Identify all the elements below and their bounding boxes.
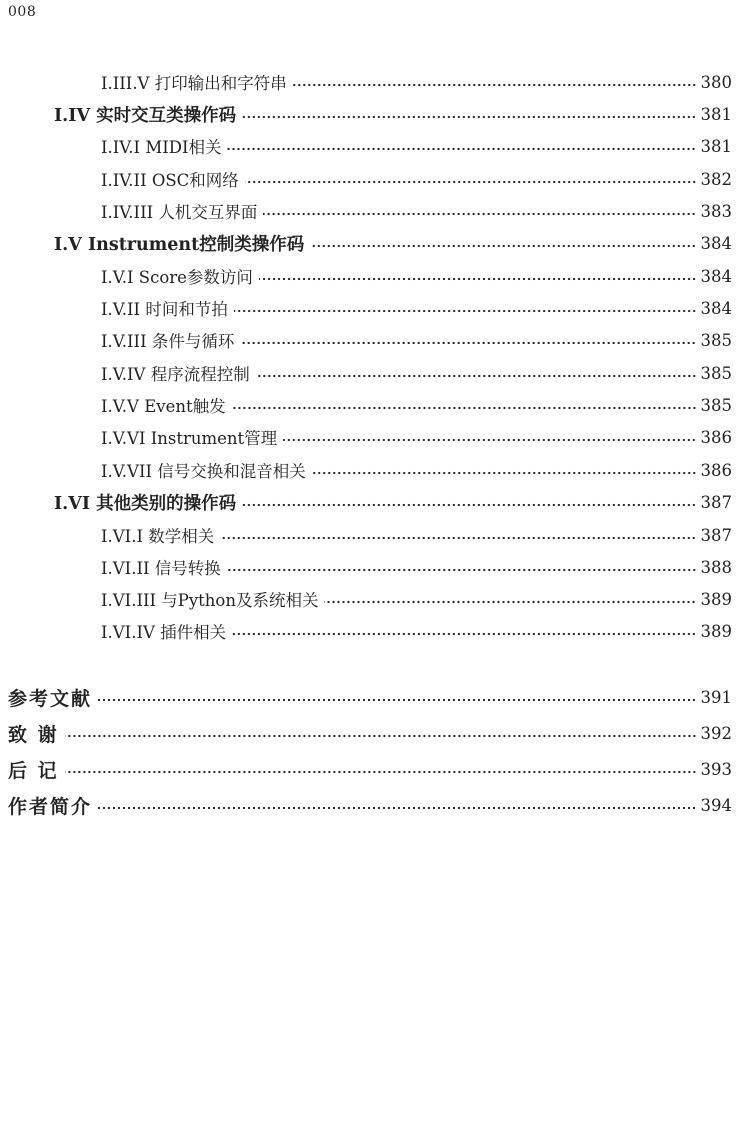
toc-entry-page: 385 <box>700 395 732 415</box>
toc-entry-page: 384 <box>700 266 732 286</box>
dot-leader <box>242 503 696 507</box>
toc-entry-page: 384 <box>700 298 732 318</box>
toc-entry[interactable] <box>54 102 732 126</box>
dot-leader <box>234 309 697 313</box>
toc-entry[interactable] <box>101 167 732 191</box>
toc-entry-title: I.V Instrument控制类操作码 <box>54 234 305 255</box>
dot-leader <box>310 244 696 248</box>
dot-leader <box>98 806 696 810</box>
toc-entry-page: 383 <box>700 201 732 221</box>
toc-entry-page: 385 <box>700 330 732 350</box>
dot-leader <box>232 632 696 636</box>
dot-leader <box>263 212 696 216</box>
toc-entry-title: I.VI.III 与Python及系统相关 <box>101 591 319 610</box>
dot-leader <box>242 115 696 119</box>
toc-entry[interactable] <box>101 361 732 385</box>
toc-entry-title: I.V.V Event触发 <box>101 397 226 416</box>
toc-entry[interactable] <box>8 685 732 709</box>
toc-entry-title: I.VI.I 数学相关 <box>101 527 215 546</box>
toc-entry-page: 384 <box>700 233 732 253</box>
dot-leader <box>283 438 696 442</box>
toc-entry-title: I.V.I Score参数访问 <box>101 268 253 287</box>
toc-entry-page: 380 <box>700 72 732 92</box>
toc-entry-title: 致 谢 <box>8 723 59 746</box>
toc-entry[interactable] <box>8 721 732 745</box>
dot-leader <box>65 734 697 738</box>
toc-entry[interactable] <box>101 264 732 288</box>
toc-entry[interactable] <box>8 757 732 781</box>
toc-entry[interactable] <box>101 523 732 547</box>
toc-entry-page: 381 <box>700 136 732 156</box>
toc-entry-page: 385 <box>700 363 732 383</box>
toc-entry-page: 388 <box>700 557 732 577</box>
toc-entry-title: 作者简介 <box>8 795 93 818</box>
toc-entry-page: 393 <box>700 759 732 779</box>
dot-leader <box>312 471 697 475</box>
toc-entry-title: I.IV 实时交互类操作码 <box>54 105 237 126</box>
dot-leader <box>227 568 697 572</box>
dot-leader <box>256 374 697 378</box>
toc-entry-title: I.IV.III 人机交互界面 <box>101 203 258 222</box>
dot-leader <box>245 180 697 184</box>
dot-leader <box>220 536 696 540</box>
toc-entry-page: 387 <box>700 525 732 545</box>
toc-entry[interactable] <box>101 134 732 158</box>
toc-entry[interactable] <box>101 587 732 611</box>
toc-entry-title: I.III.V 打印输出和字符串 <box>101 74 287 93</box>
toc-entry-page: 389 <box>700 589 732 609</box>
toc-entry-title: I.IV.II OSC和网络 <box>101 171 239 190</box>
dot-leader <box>240 341 696 345</box>
page-number: 008 <box>8 4 37 20</box>
toc-entry[interactable] <box>101 70 732 94</box>
toc-entry-title: I.V.VI Instrument管理 <box>101 429 278 448</box>
toc-entry[interactable] <box>101 619 732 643</box>
toc-entry-title: 参考文献 <box>8 687 93 710</box>
toc-entry-page: 382 <box>700 169 732 189</box>
toc-entry[interactable] <box>101 393 732 417</box>
toc-entry-title: I.V.III 条件与循环 <box>101 332 235 351</box>
toc-entry-title: 后 记 <box>8 759 59 782</box>
toc-entry[interactable] <box>101 296 732 320</box>
dot-leader <box>227 147 696 151</box>
dot-leader <box>98 698 696 702</box>
toc-entry-page: 389 <box>700 621 732 641</box>
toc-entry-title: I.V.VII 信号交换和混音相关 <box>101 462 306 481</box>
toc-entry-title: I.VI 其他类别的操作码 <box>54 493 237 514</box>
dot-leader <box>65 770 697 774</box>
toc-entry-title: I.VI.IV 插件相关 <box>101 623 227 642</box>
toc-entry[interactable] <box>101 199 732 223</box>
toc-entry[interactable] <box>54 231 732 255</box>
toc-entry[interactable] <box>101 555 732 579</box>
toc-entry[interactable] <box>101 458 732 482</box>
dot-leader <box>324 600 696 604</box>
toc-entry[interactable] <box>101 425 732 449</box>
toc-entry-title: I.IV.I MIDI相关 <box>101 138 222 157</box>
toc-entry-title: I.VI.II 信号转换 <box>101 559 221 578</box>
toc-entry[interactable] <box>54 490 732 514</box>
toc-entry-page: 387 <box>700 492 732 512</box>
toc-entry-page: 394 <box>700 795 732 815</box>
toc-entry-page: 381 <box>700 104 732 124</box>
dot-leader <box>259 277 697 281</box>
dot-leader <box>232 406 697 410</box>
toc-entry[interactable] <box>8 793 732 817</box>
toc-entry-page: 391 <box>700 687 732 707</box>
toc-entry-page: 392 <box>700 723 732 743</box>
toc-entry[interactable] <box>101 328 732 352</box>
toc-entry-page: 386 <box>700 427 732 447</box>
toc-entry-title: I.V.II 时间和节拍 <box>101 300 228 319</box>
toc-entry-title: I.V.IV 程序流程控制 <box>101 365 250 384</box>
dot-leader <box>293 83 697 87</box>
toc-entry-page: 386 <box>700 460 732 480</box>
